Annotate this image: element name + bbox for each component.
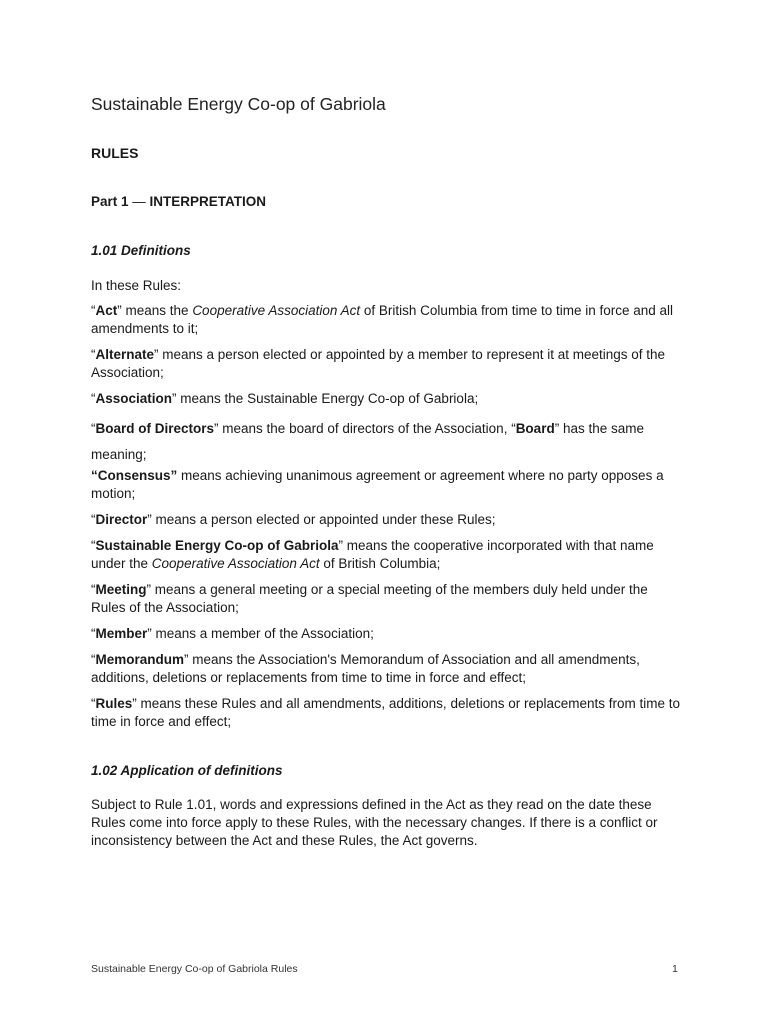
part-number: Part 1 [91, 194, 129, 209]
definition-board-of-directors: “Board of Directors” means the board of directors of the Association, “Board” has the same meaning; [91, 421, 644, 462]
section-heading-1-01: 1.01 Definitions [91, 243, 191, 258]
defined-term: Meeting [95, 582, 147, 597]
definition-consensus: “Consensus” means achieving unanimous agreement or agreement where no party opposes a motion; [91, 468, 664, 501]
defined-term: Act [95, 303, 118, 318]
organization-title: Sustainable Energy Co-op of Gabriola [91, 94, 386, 114]
defined-term: Association [95, 391, 173, 406]
definition-meeting: “Meeting” means a general meeting or a special meeting of the members duly held under the Rules of the Association; [91, 582, 648, 615]
rules-heading: RULES [91, 145, 139, 161]
definition-alternate: “Alternate” means a person elected or appointed by a member to represent it at meetings of the Association; [91, 347, 666, 380]
defined-term: Memorandum [95, 652, 185, 667]
act-reference: Cooperative Association Act [192, 303, 361, 318]
definition-act: “Act” means the Cooperative Association Act of British Columbia from time to time in force and all amendments to it; [91, 303, 674, 336]
definition-association: “Association” means the Sustainable Energy Co-op of Gabriola; [91, 391, 479, 406]
defined-term: Rules [95, 696, 133, 711]
definition-director: “Director” means a person elected or appointed under these Rules; [91, 512, 496, 527]
application-of-definitions-text: Subject to Rule 1.01, words and expressions defined in the Act as they read on the date these Rules come into force apply to these Rules, with the necessary changes. If there is a conflict or inconsistency between the Act and these Rules, the Act governs. [91, 797, 658, 848]
defined-term: Member [95, 626, 148, 641]
footer-title: Sustainable Energy Co-op of Gabriola Rules [91, 963, 298, 975]
part-title: INTERPRETATION [149, 194, 267, 209]
definitions-intro: In these Rules: [91, 278, 182, 293]
defined-term: Board [515, 421, 555, 436]
defined-term: Board of Directors [95, 421, 215, 436]
act-reference: Cooperative Association Act [151, 556, 320, 571]
section-heading-1-02: 1.02 Application of definitions [91, 763, 283, 778]
footer-page-number: 1 [672, 963, 678, 975]
defined-term: Sustainable Energy Co-op of Gabriola [95, 538, 339, 553]
definition-member: “Member” means a member of the Association; [91, 626, 374, 641]
definition-sustainable-energy-coop: “Sustainable Energy Co-op of Gabriola” means the cooperative incorporated with that name under the Cooperative Association Act of British Columbia; [91, 538, 654, 571]
part-dash: — [128, 194, 150, 209]
definition-rules: “Rules” means these Rules and all amendments, additions, deletions or replacements from time to time in force and effect; [91, 696, 681, 729]
defined-term: “Consensus” [91, 468, 178, 483]
part-heading [91, 194, 266, 209]
defined-term: Director [95, 512, 148, 527]
defined-term: Alternate [95, 347, 155, 362]
definition-memorandum: “Memorandum” means the Association's Memorandum of Association and all amendments, additions, deletions or replacements from time to time in force and effect; [91, 652, 640, 685]
